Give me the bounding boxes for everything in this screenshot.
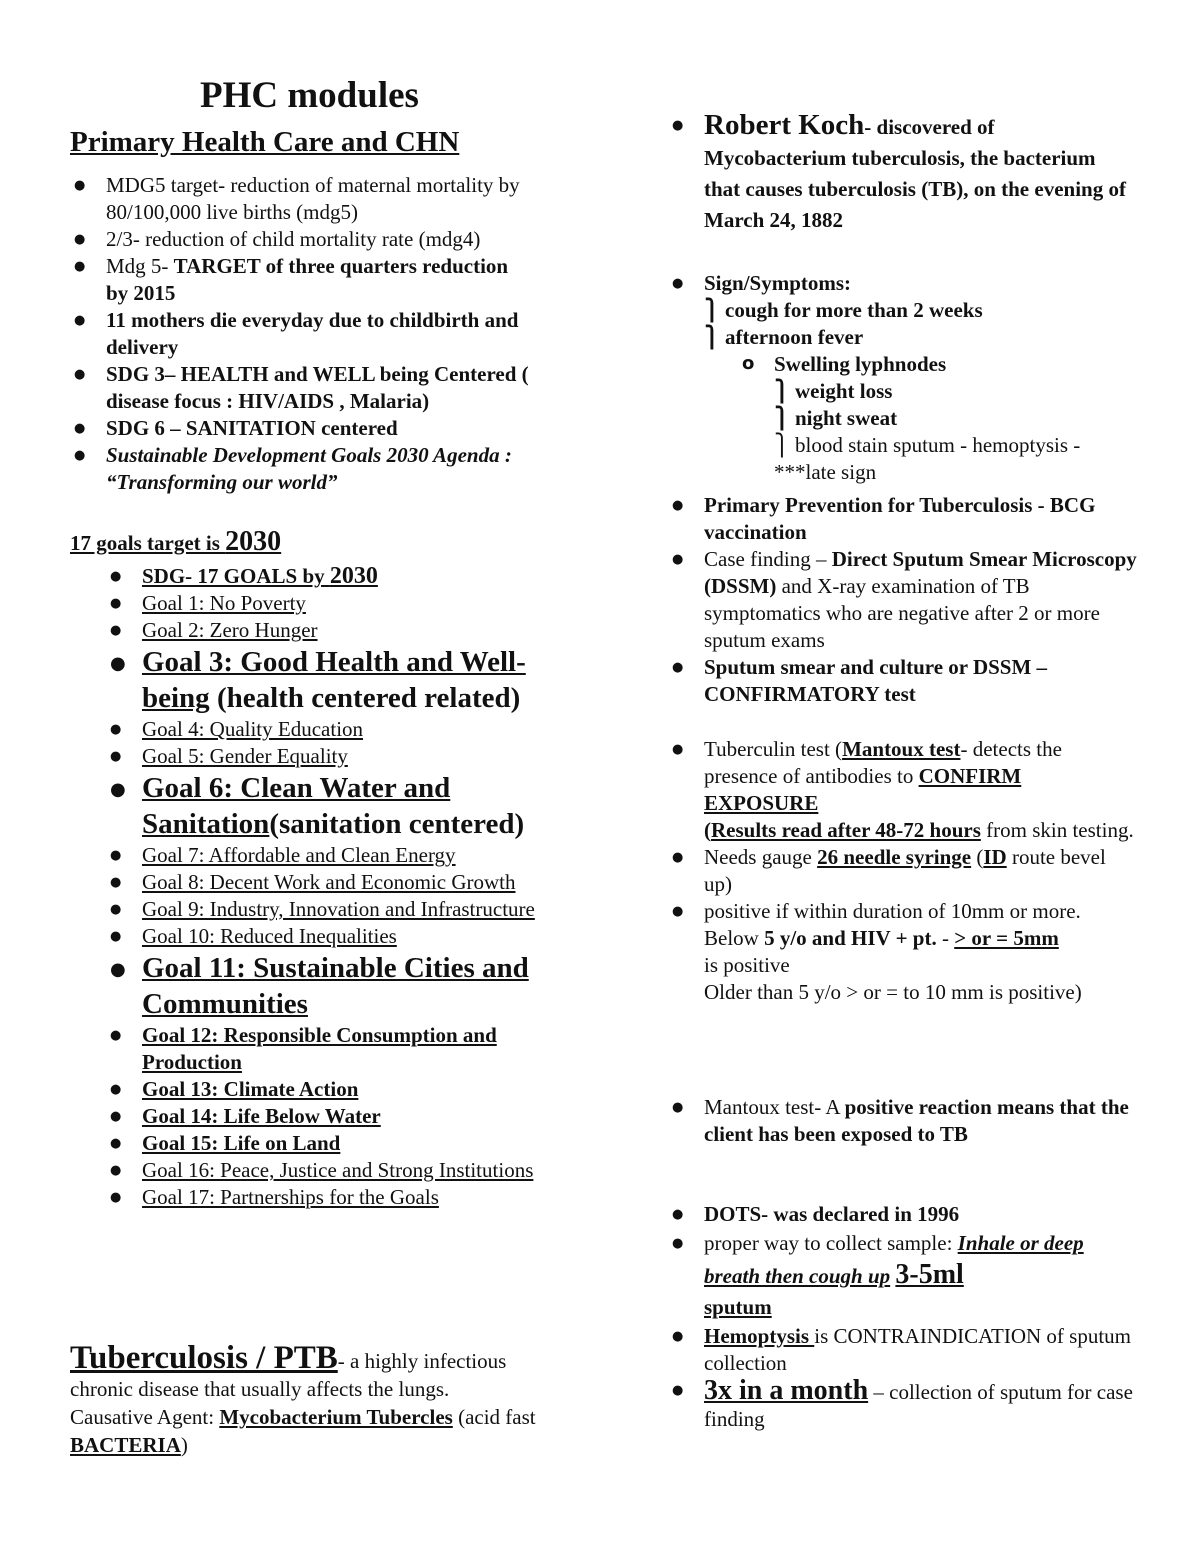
goal-item xyxy=(106,770,576,842)
mantoux-list xyxy=(668,1094,1138,1148)
goal-text: Goal 10: Reduced Inequalities xyxy=(142,924,397,948)
goal-extra: (health centered related) xyxy=(209,682,521,714)
symptom-weight: ⎫ weight loss xyxy=(774,379,893,403)
signs-heading: Sign/Symptoms: xyxy=(704,271,852,295)
goal-item xyxy=(106,1076,576,1103)
goals-list xyxy=(106,563,576,1211)
positive-c: is positive xyxy=(704,953,790,977)
list-item xyxy=(668,736,1138,844)
goal-text: Goal 14: Life Below Water xyxy=(142,1104,381,1128)
tb-agent-tail: (acid fast xyxy=(452,1405,536,1429)
tuberculin-g: from skin testing. xyxy=(980,818,1134,842)
goal-item xyxy=(106,950,576,1022)
list-item xyxy=(70,361,530,415)
hemo-b: is CONTRAINDICATION of sputum collection xyxy=(704,1324,1131,1375)
goal-text: Goal 11: Sustainable Cities and Communities xyxy=(142,952,529,1020)
koch-name: Robert Koch xyxy=(704,109,865,141)
sample-d: 3-5ml xyxy=(895,1259,964,1290)
goal-item xyxy=(106,842,576,869)
case-finding-a: Case finding – xyxy=(704,547,832,571)
tb-agent-label: Causative Agent: xyxy=(70,1405,220,1429)
gauge-a: Needs gauge xyxy=(704,845,818,869)
tuberculin-f: Results read after 48-72 hours xyxy=(711,818,981,842)
gauge-c: ( xyxy=(971,845,984,869)
koch-text: Mycobacterium tuberculosis, the bacterium that causes tuberculosis (TB), on the evening of March 24, 1882 xyxy=(704,146,1126,232)
list-item xyxy=(668,1323,1138,1377)
phc-list xyxy=(70,172,530,496)
goal-text: Goal 17: Partnerships for the Goals xyxy=(142,1185,439,1209)
tb-agent: Mycobacterium Tubercles xyxy=(219,1405,453,1429)
case-finding-b: Direct Sputum Smear Microscopy (DSSM) xyxy=(704,547,1137,598)
list-item xyxy=(668,898,1138,1006)
goal-item xyxy=(106,617,576,644)
symptom-swelling xyxy=(704,351,1144,378)
gauge-b: 26 needle syringe xyxy=(817,845,972,869)
symptom-cough: ⎫ cough for more than 2 weeks xyxy=(704,298,983,322)
dots-text: DOTS- was declared in 1996 xyxy=(704,1202,960,1226)
item-text-bold: TARGET of three quarters reduction by 2015 xyxy=(106,254,509,305)
goal-text: Goal 13: Climate Action xyxy=(142,1077,359,1101)
sdg-heading-year: 2030 xyxy=(329,563,378,589)
hemo-a: Hemoptysis xyxy=(704,1324,815,1348)
symptom-fever: ⎫ afternoon fever xyxy=(704,325,864,349)
list-item xyxy=(668,546,1138,654)
goal-text: Goal 12: Responsible Consumption and Production xyxy=(142,1023,497,1074)
goal-item xyxy=(106,644,576,716)
tb-close-paren: ) xyxy=(180,1433,188,1457)
month-b: – collection of sputum for case finding xyxy=(704,1380,1133,1431)
goal-text: Goal 7: Affordable and Clean Energy xyxy=(142,843,456,867)
positive-b3: - xyxy=(936,926,955,950)
positive-d: Older than 5 y/o > or = to 10 mm is positive) xyxy=(704,980,1082,1004)
sdg-heading xyxy=(106,563,576,590)
sample-a: proper way to collect sample: xyxy=(704,1231,958,1255)
section-heading-phc: Primary Health Care and CHN xyxy=(70,126,460,158)
sample-e: sputum xyxy=(704,1295,772,1319)
positive-b2: 5 y/o and HIV + pt. xyxy=(764,926,937,950)
list-item xyxy=(668,1228,1138,1323)
goal-item xyxy=(106,923,576,950)
goal-text: Goal 8: Decent Work and Economic Growth xyxy=(142,870,516,894)
goal-extra: (sanitation centered) xyxy=(269,808,525,840)
goal-item xyxy=(106,869,576,896)
confirmatory-test: Sputum smear and culture or DSSM – CONFIRMATORY test xyxy=(704,655,1048,706)
goals-heading-year: 2030 xyxy=(225,526,282,557)
koch-tail: - discovered of xyxy=(864,115,995,139)
month-a: 3x in a month xyxy=(704,1375,869,1406)
goal-item xyxy=(106,1184,576,1211)
list-item xyxy=(70,415,530,442)
goal-item xyxy=(106,896,576,923)
list-item xyxy=(668,1377,1138,1433)
goal-text: Goal 3: Good Health and Well-being xyxy=(142,646,526,714)
goal-item xyxy=(106,1103,576,1130)
goals-heading xyxy=(70,526,281,558)
item-text: SDG 3– HEALTH and WELL being Centered ( disease focus : HIV/AIDS , Malaria) xyxy=(106,362,529,413)
item-text: SDG 6 – SANITATION centered xyxy=(106,416,398,440)
dots-list xyxy=(668,1201,1138,1433)
goal-text: Goal 1: No Poverty xyxy=(142,591,306,615)
goal-item xyxy=(106,1130,576,1157)
symptoms-block xyxy=(704,297,1144,486)
item-text: 2/3- reduction of child mortality rate (mdg4) xyxy=(106,227,481,251)
positive-b4: > or = 5mm xyxy=(954,926,1059,950)
goal-text: Goal 5: Gender Equality xyxy=(142,744,348,768)
goal-text: Goal 6: Clean Water and Sanitation xyxy=(142,772,451,840)
list-item xyxy=(668,1094,1138,1148)
list-item xyxy=(668,492,1138,546)
goal-text: Goal 16: Peace, Justice and Strong Institutions xyxy=(142,1158,534,1182)
list-item xyxy=(70,172,530,226)
tuberculin-b: Mantoux test xyxy=(842,737,961,761)
goal-item xyxy=(106,1157,576,1184)
tb-notes-list xyxy=(668,492,1138,708)
symptom-sweat: ⎫ night sweat xyxy=(774,406,898,430)
koch-list xyxy=(668,110,1128,236)
list-item xyxy=(70,226,530,253)
goal-item xyxy=(106,1022,576,1076)
list-item xyxy=(70,307,530,361)
item-text: Mdg 5- xyxy=(106,254,174,278)
mantoux-b: positive reaction means that the client has been exposed to TB xyxy=(704,1095,1129,1146)
symptoms-list xyxy=(668,270,1138,297)
goal-item xyxy=(106,716,576,743)
positive-a: positive if within duration of 10mm or more. xyxy=(704,899,1081,923)
list-item xyxy=(668,270,1138,297)
tb-bacteria: BACTERIA xyxy=(70,1433,181,1457)
goal-item xyxy=(106,590,576,617)
list-item xyxy=(70,253,530,307)
list-item xyxy=(70,442,530,496)
item-text: MDG5 target- reduction of maternal mortality by 80/100,000 live births (mdg5) xyxy=(106,173,520,224)
item-text: 11 mothers die everyday due to childbirth and delivery xyxy=(106,308,519,359)
gauge-d: ID xyxy=(983,845,1007,869)
tuberculin-a: Tuberculin test ( xyxy=(704,737,843,761)
page-title: PHC modules xyxy=(200,75,419,116)
list-item xyxy=(668,654,1138,708)
list-item xyxy=(668,110,1128,236)
symptom-hemoptysis: ⎫ blood stain sputum - hemoptysis - ***late sign xyxy=(774,433,1081,484)
primary-prevention: Primary Prevention for Tuberculosis - BCG vaccination xyxy=(704,493,1096,544)
case-finding-c: and X-ray examination of TB symptomatics who are negative after 2 or more sputum exams xyxy=(704,574,1100,652)
positive-b1: Below xyxy=(704,926,765,950)
item-text: Sustainable Development Goals 2030 Agenda : “Transforming our world” xyxy=(106,443,512,494)
goal-item xyxy=(106,743,576,770)
goal-text: Goal 9: Industry, Innovation and Infrastructure xyxy=(142,897,535,921)
symptom-swelling-text: Swelling lyphnodes xyxy=(774,352,947,376)
list-item xyxy=(668,844,1138,898)
tuberculin-d: CONFIRM EXPOSURE xyxy=(704,764,1022,815)
mantoux-a: Mantoux test- A xyxy=(704,1095,845,1119)
tb-description: - a highly infectious chronic disease that usually affects the lungs. xyxy=(70,1349,507,1401)
tuberculin-c: - detects the presence of antibodies to xyxy=(704,737,1062,788)
tuberculin-list xyxy=(668,736,1138,1006)
goal-text: Goal 2: Zero Hunger xyxy=(142,618,318,642)
tb-section xyxy=(70,1340,565,1459)
tb-title: Tuberculosis / PTB xyxy=(70,1340,338,1376)
tuberculin-e: ( xyxy=(704,818,711,842)
goal-text: Goal 4: Quality Education xyxy=(142,717,364,741)
goals-heading-text: 17 goals target is xyxy=(70,531,226,555)
goal-text: Goal 15: Life on Land xyxy=(142,1131,341,1155)
gauge-e: route bevel up) xyxy=(704,845,1106,896)
sample-b: Inhale or deep breath then cough up xyxy=(704,1231,1084,1288)
sdg-heading-text: SDG- 17 GOALS by xyxy=(142,564,330,588)
list-item xyxy=(668,1201,1138,1228)
